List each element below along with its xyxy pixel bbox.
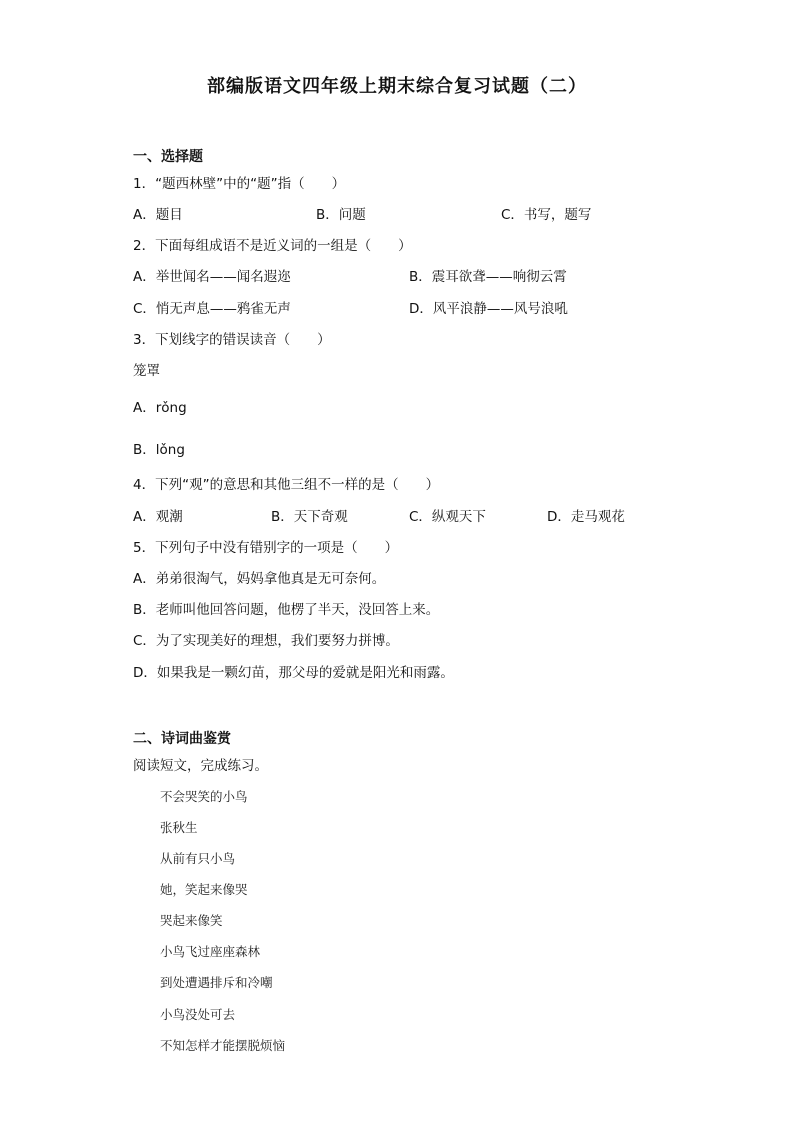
question-2-option-d: D．风平浪静——风号浪吼	[409, 301, 568, 317]
question-1-option-c: C．书写，题写	[501, 207, 592, 223]
poem-line: 不知怎样才能摆脱烦恼	[160, 1038, 286, 1053]
section-heading-poetry: 二、诗词曲鉴赏	[133, 731, 231, 747]
question-1-option-a: A．题目	[133, 207, 183, 223]
poem-line: 小鸟飞过座座森林	[160, 944, 261, 959]
poem-line: 她，笑起来像哭	[160, 882, 248, 897]
page-title: 部编版语文四年级上期末综合复习试题（二）	[207, 76, 587, 97]
question-2-option-b: B．震耳欲聋——响彻云霄	[409, 269, 567, 285]
question-2-option-a: A．举世闻名——闻名遐迩	[133, 269, 291, 285]
question-4-stem: 4．下列“观”的意思和其他三组不一样的是（ ）	[133, 477, 440, 493]
question-4-option-d: D．走马观花	[547, 509, 625, 525]
question-2-option-c: C．悄无声息——鸦雀无声	[133, 301, 291, 317]
question-4-option-c: C．纵观天下	[409, 509, 486, 525]
poem-line: 小鸟没处可去	[160, 1007, 236, 1022]
poem-line: 从前有只小鸟	[160, 851, 236, 866]
question-5-option-d: D．如果我是一颗幻苗，那父母的爱就是阳光和雨露。	[133, 665, 454, 681]
question-3-option-b: B．lǒng	[133, 442, 185, 458]
question-1-option-b: B．问题	[316, 207, 366, 223]
poem-title: 不会哭笑的小鸟	[160, 789, 248, 804]
question-3-stem: 3．下划线字的错误读音（ ）	[133, 332, 331, 348]
question-5-option-b: B．老师叫他回答问题，他楞了半天，没回答上来。	[133, 602, 440, 618]
question-5-option-c: C．为了实现美好的理想，我们要努力拼博。	[133, 633, 399, 649]
poem-line: 哭起来像笑	[160, 913, 223, 928]
poem-line: 到处遭遇排斥和冷嘲	[160, 975, 273, 990]
question-1-stem: 1．“题西林壁”中的“题”指（ ）	[133, 176, 346, 192]
poem-author: 张秋生	[160, 820, 198, 835]
question-2-stem: 2．下面每组成语不是近义词的一组是（ ）	[133, 238, 412, 254]
question-3-word: 笼罩	[133, 363, 160, 379]
section-heading-choice: 一、选择题	[133, 149, 203, 165]
question-3-option-a: A．rǒng	[133, 400, 187, 416]
question-4-option-b: B．天下奇观	[271, 509, 348, 525]
question-5-option-a: A．弟弟很淘气，妈妈拿他真是无可奈何。	[133, 571, 386, 587]
question-4-option-a: A．观潮	[133, 509, 183, 525]
reading-instruction: 阅读短文，完成练习。	[133, 758, 268, 774]
question-5-stem: 5．下列句子中没有错别字的一项是（ ）	[133, 540, 399, 556]
